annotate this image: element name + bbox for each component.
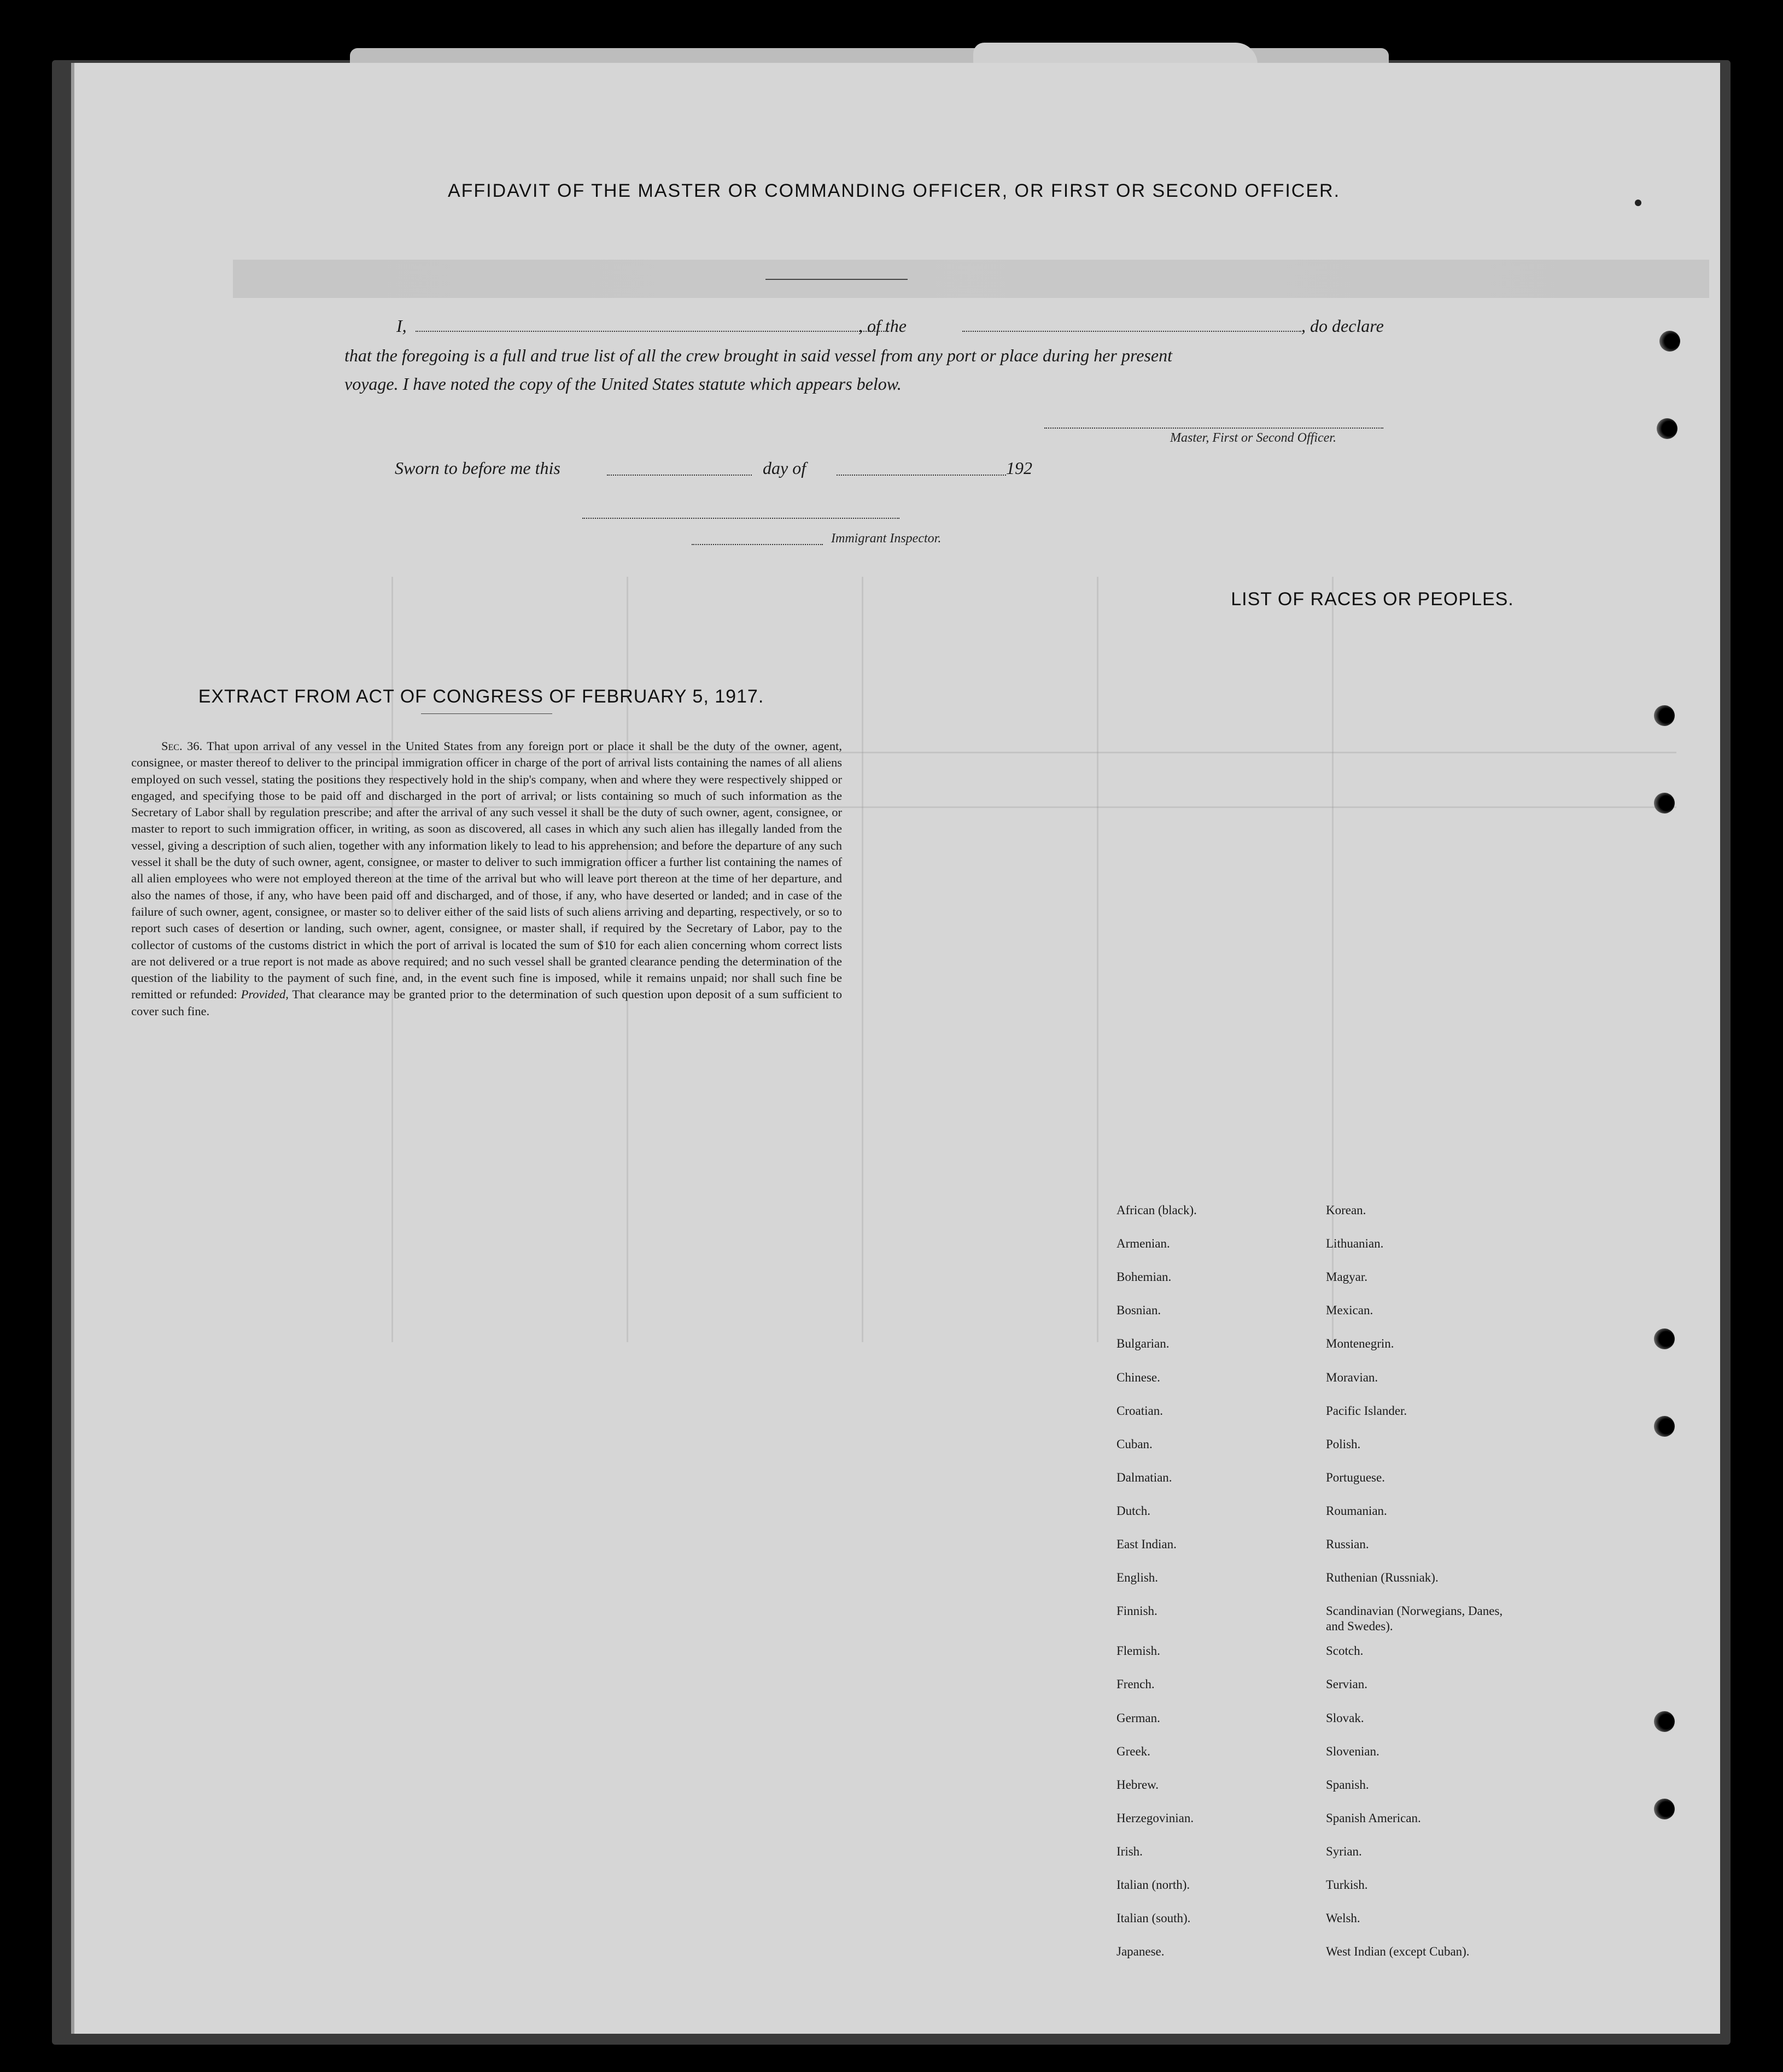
race-item: Slovenian. bbox=[1326, 1744, 1379, 1758]
race-item: Italian (south). bbox=[1116, 1911, 1191, 1925]
sworn-label: Sworn to before me this bbox=[395, 458, 560, 478]
race-item: Magyar. bbox=[1326, 1270, 1368, 1284]
binder-hole bbox=[1654, 793, 1675, 813]
race-item: Lithuanian. bbox=[1326, 1237, 1384, 1251]
sworn-day-field[interactable] bbox=[607, 475, 752, 476]
sworn-year-label: 192 bbox=[1006, 458, 1032, 478]
race-item: Chinese. bbox=[1116, 1370, 1160, 1384]
of-the-label: , of the bbox=[858, 316, 907, 336]
binder-hole bbox=[1654, 1328, 1675, 1349]
vessel-name-field[interactable] bbox=[962, 331, 1301, 332]
race-item: Bohemian. bbox=[1116, 1270, 1172, 1284]
race-item: Japanese. bbox=[1116, 1945, 1165, 1959]
race-item: Bulgarian. bbox=[1116, 1337, 1170, 1351]
race-item: Bosnian. bbox=[1116, 1303, 1161, 1318]
bleed-through-line bbox=[1332, 577, 1334, 1342]
binder-hole bbox=[1654, 1799, 1675, 1819]
day-of-label: day of bbox=[763, 458, 806, 478]
race-item: Herzegovinian. bbox=[1116, 1811, 1194, 1825]
race-item: Hebrew. bbox=[1116, 1777, 1159, 1792]
race-item: Russian. bbox=[1326, 1537, 1369, 1551]
officer-signature-field[interactable] bbox=[1044, 428, 1383, 429]
race-item: Greek. bbox=[1116, 1744, 1150, 1758]
declarant-prefix: I, bbox=[396, 316, 407, 336]
proviso-text: That clearance may be granted prior to the determination of such question upon deposit of a sum sufficient to cover such fine. bbox=[131, 987, 843, 1018]
race-item: Italian (north). bbox=[1116, 1878, 1190, 1892]
sworn-month-field[interactable] bbox=[837, 475, 1006, 476]
binder-hole bbox=[1654, 1416, 1675, 1437]
extract-title-rule bbox=[421, 713, 552, 714]
bleed-through-line bbox=[862, 577, 863, 1342]
race-item: French. bbox=[1116, 1677, 1155, 1691]
race-item: Spanish. bbox=[1326, 1777, 1369, 1792]
section-label: Sec. 36. bbox=[161, 739, 203, 753]
race-item: Welsh. bbox=[1326, 1911, 1360, 1925]
race-item: Turkish. bbox=[1326, 1878, 1368, 1892]
race-item: African (black). bbox=[1116, 1203, 1197, 1217]
affidavit-line-3: voyage. I have noted the copy of the United States statute which appears below. bbox=[344, 374, 902, 394]
race-item: Syrian. bbox=[1326, 1844, 1362, 1858]
race-item: Montenegrin. bbox=[1326, 1337, 1394, 1351]
race-item: Spanish American. bbox=[1326, 1811, 1421, 1825]
race-item: Moravian. bbox=[1326, 1370, 1378, 1384]
affidavit-title: AFFIDAVIT OF THE MASTER OR COMMANDING OFFICER, OR FIRST OR SECOND OFFICER. bbox=[447, 180, 1341, 201]
race-item: Servian. bbox=[1326, 1677, 1368, 1691]
bleed-through-title bbox=[233, 260, 1709, 298]
race-item: English. bbox=[1116, 1571, 1159, 1585]
do-declare-label: , do declare bbox=[1301, 316, 1384, 336]
binder-hole bbox=[1654, 705, 1675, 726]
race-item: Scandinavian (Norwegians, Danes, and Swedes). bbox=[1326, 1604, 1503, 1634]
ink-mark bbox=[1635, 200, 1641, 206]
race-item: Portuguese. bbox=[1326, 1470, 1385, 1484]
declarant-name-field[interactable] bbox=[416, 331, 886, 332]
race-item: Dalmatian. bbox=[1116, 1470, 1172, 1484]
race-item: East Indian. bbox=[1116, 1537, 1177, 1551]
bleed-through-line bbox=[1097, 577, 1098, 1342]
race-item: Armenian. bbox=[1116, 1237, 1170, 1251]
binder-hole bbox=[1654, 1711, 1675, 1732]
statute-text bbox=[131, 738, 842, 1020]
race-item: Polish. bbox=[1326, 1437, 1361, 1451]
race-item: Finnish. bbox=[1116, 1604, 1158, 1618]
binder-hole bbox=[1659, 331, 1680, 352]
race-item: Irish. bbox=[1116, 1844, 1143, 1858]
inspector-line bbox=[582, 518, 899, 519]
extract-title: EXTRACT FROM ACT OF CONGRESS OF FEBRUARY 5, 1917. bbox=[198, 686, 764, 707]
race-item: Korean. bbox=[1326, 1203, 1366, 1217]
race-item: Flemish. bbox=[1116, 1644, 1160, 1658]
race-item: Mexican. bbox=[1326, 1303, 1373, 1318]
race-item: Croatian. bbox=[1116, 1403, 1163, 1418]
affidavit-line-2: that the foregoing is a full and true list of all the crew brought in said vessel from any port or place during her present bbox=[344, 346, 1172, 365]
race-item: Cuban. bbox=[1116, 1437, 1153, 1451]
race-item: Pacific Islander. bbox=[1326, 1403, 1407, 1418]
race-item: Scotch. bbox=[1326, 1644, 1364, 1658]
race-item: Slovak. bbox=[1326, 1711, 1364, 1725]
race-item: Roumanian. bbox=[1326, 1503, 1387, 1518]
inspector-caption: Immigrant Inspector. bbox=[831, 531, 942, 546]
race-item: German. bbox=[1116, 1711, 1160, 1725]
races-title: LIST OF RACES OR PEOPLES. bbox=[1231, 589, 1514, 610]
inspector-signature-field[interactable] bbox=[692, 544, 823, 545]
officer-signature-caption: Master, First or Second Officer. bbox=[1170, 431, 1336, 445]
title-rule bbox=[765, 279, 908, 280]
race-item: Dutch. bbox=[1116, 1503, 1150, 1518]
proviso-label: Provided, bbox=[241, 987, 289, 1002]
race-item: West Indian (except Cuban). bbox=[1326, 1945, 1470, 1959]
binder-hole bbox=[1657, 418, 1677, 439]
race-item: Ruthenian (Russniak). bbox=[1326, 1571, 1439, 1585]
statute-body: That upon arrival of any vessel in the United States from any foreign port or place it shall be the duty of the owner, agent, consignee, or master thereof to deliver to the principal immigration officer in charge of the port of arrival lists containing the names of all aliens employed on such vessel, stating the positions they respectively hold in the ship's company, when and where they were respectively shipped or engaged, and specifying those to be paid off and discharged in the port of arrival; or lists containing so much of such information as the Secretary of Labor shall by regulation prescribe; and after the arrival of any such vessel it shall be the duty of such owner, agent, consignee, or master to report to such immigration officer, in writing, as soon as discovered, all cases in which any such alien has illegally landed from the vessel, giving a description of such alien, together with any information likely to lead to his apprehension; and before the departure of any such vessel it shall be the duty of such owner, agent, consignee, or master to deliver to such immigration officer a further list containing the names of all alien employees who were not employed thereon at the time of the arrival but who will leave port thereon at the time of her departure, and also the names of those, if any, who have been paid off and discharged, and of those, if any, who have deserted or landed; and in case of the failure of such owner, agent, consignee, or master so to deliver either of the said lists of such aliens arriving and departing, respectively, or so to report such cases of desertion or landing, such owner, agent, consignee, or master shall, if required by the Secretary of Labor, pay to the collector of customs of the customs district in which the port of arrival is located the sum of $10 for each alien concerning whom correct lists are not delivered or a true report is not made as above required; and no such vessel shall be granted clearance pending the determination of the question of the liability to the payment of such fine, and, in the event such fine is imposed, while it remains unpaid; nor shall such fine be remitted or refunded: bbox=[131, 739, 843, 1002]
